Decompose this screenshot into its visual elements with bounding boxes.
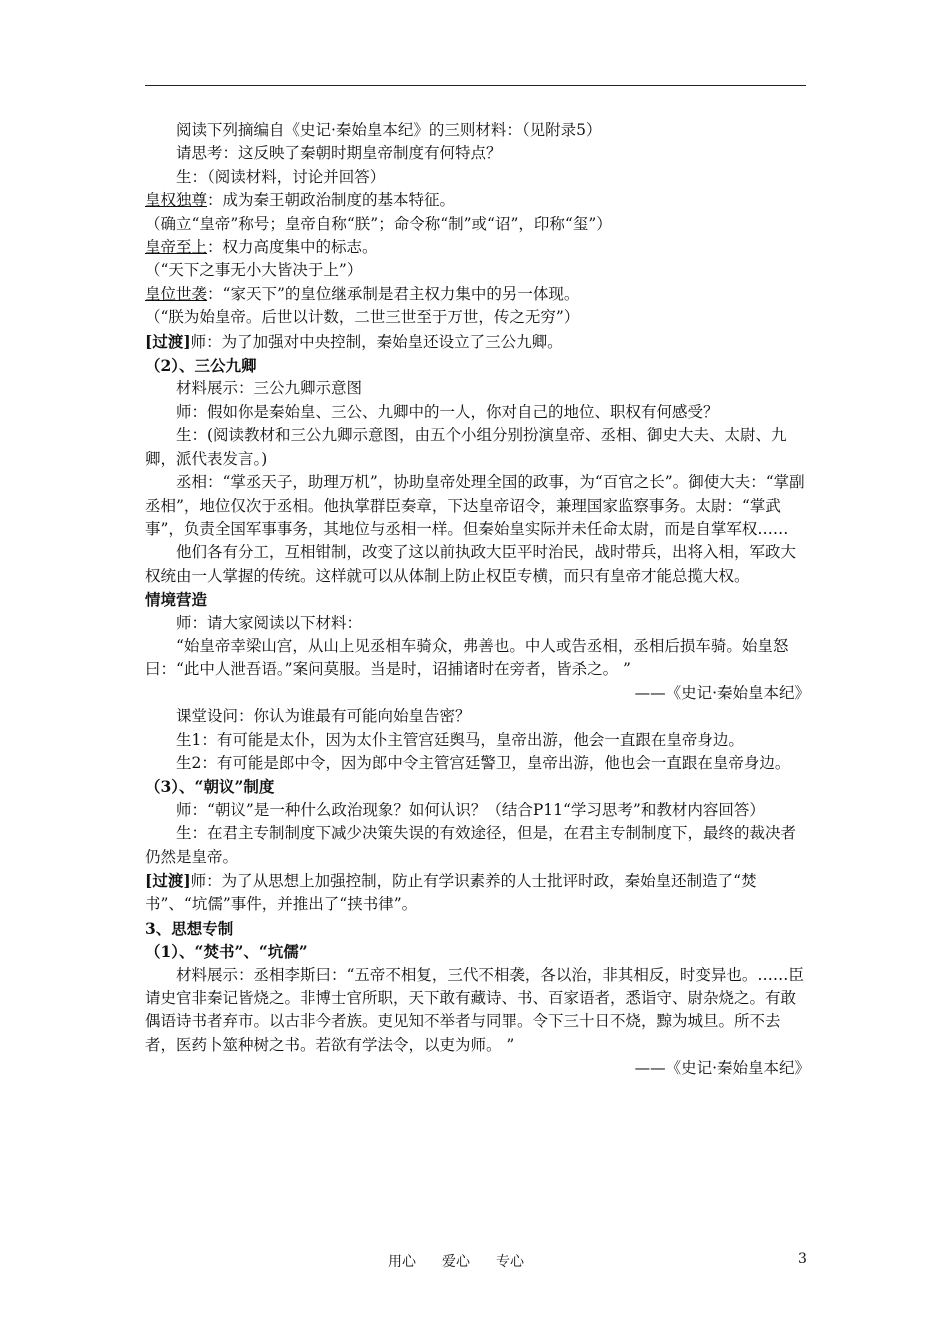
document-body (145, 119, 810, 1081)
paragraph: 师：请大家阅读以下材料： (176, 613, 363, 632)
section-heading: 3、思想专制 (145, 918, 234, 938)
footer-word: 爱心 (442, 1254, 470, 1270)
transition-tag: [过渡] (145, 331, 191, 351)
paragraph: 生：(阅读教材和三公九卿示意图，由五个小组分别扮演皇帝、丞相、御史大夫、太尉、九卿，派代表发言。) (145, 426, 787, 468)
key-term: 皇位世袭 (145, 284, 208, 303)
page-number: 3 (798, 1251, 807, 1267)
section-heading: （2）、三公九卿 (145, 356, 257, 376)
section-heading: 情境营造 (145, 590, 208, 610)
paragraph: 请思考：这反映了秦朝时期皇帝制度有何特点？ (176, 144, 502, 163)
key-term: 皇权独尊 (145, 191, 208, 210)
paragraph: 生：（阅读材料，讨论并回答） (176, 167, 386, 186)
footer-word: 用心 (388, 1254, 416, 1270)
paragraph: （确立“皇帝”称号；皇帝自称“朕”；命令称“制”或“诏”，印称“玺”） (145, 214, 612, 233)
header-rule (145, 85, 806, 86)
paragraph: 他们各有分工，互相钳制，改变了这以前执政大臣平时治民，战时带兵，出将入相，军政大权统由一人掌握的传统。这样就可以从体制上防止权臣专横，而只有皇帝才能总揽大权。 (145, 543, 797, 585)
paragraph: 生2：有可能是郎中令，因为郎中令主管宫廷警卫，皇帝出游，他也会一直跟在皇帝身边。 (176, 753, 791, 772)
quote-source: ——《史记·秦始皇本纪》 (634, 683, 810, 702)
paragraph: [过渡]师：为了加强对中央控制，秦始皇还设立了三公九卿。 (145, 331, 563, 351)
quote-source: ——《史记·秦始皇本纪》 (634, 1059, 810, 1078)
quote: 材料展示：丞相李斯曰：“五帝不相复，三代不相袭，各以治，非其相反，时变异也。……臣请史官非秦记皆烧之。非博士官所职，天下敢有藏诗、书、百家语者，悉诣守、尉杂烧之。有敢偶语诗书者弃市。以古非今者族。吏见知不举者与同罪。令下三十日不烧，黥为城旦。所不去者，医药卜筮种树之书。若欲有学法令，以吏为师。 ” (145, 965, 804, 1054)
paragraph: 师：假如你是秦始皇、三公、九卿中的一人，你对自己的地位、职权有何感受？ (176, 402, 719, 421)
paragraph: 师：“朝议”是一种什么政治现象？如何认识？（结合P11“学习思考”和教材内容回答） (176, 800, 765, 819)
transition-tag: [过渡] (145, 871, 191, 890)
section-heading: （3）、“朝议”制度 (145, 777, 275, 797)
paragraph: 生1：有可能是太仆，因为太仆主管宫廷舆马，皇帝出游，他会一直跟在皇帝身边。 (176, 730, 744, 749)
paragraph: [过渡]师：为了从思想上加强控制，防止有学识素养的人士批评时政，秦始皇还制造了“焚书”、“坑儒”事件，并推出了“挟书律”。 (145, 871, 757, 914)
key-term: 皇帝至上 (145, 238, 208, 257)
paragraph: （“朕为始皇帝。后世以计数，二世三世至于万世，传之无穷”） (145, 308, 580, 327)
paragraph: 阅读下列摘编自《史记·秦始皇本纪》的三则材料：（见附录5） (176, 121, 602, 139)
paragraph: 皇权独尊：成为秦王朝政治制度的基本特征。 (145, 191, 456, 210)
paragraph: （“天下之事无小大皆决于上”） (145, 261, 363, 280)
footer-motto (388, 1251, 550, 1271)
paragraph: 材料展示：三公九卿示意图 (176, 379, 363, 398)
paragraph: 皇帝至上：权力高度集中的标志。 (145, 238, 378, 257)
footer-word: 专心 (496, 1254, 524, 1270)
quote: “始皇帝幸梁山宫，从山上见丞相车骑众，弗善也。中人或告丞相，丞相后损车骑。始皇怒曰：“此中人泄吾语。”案问莫服。当是时，诏捕诸时在旁者，皆杀之。 ” (145, 636, 789, 679)
paragraph: 生：在君主专制制度下减少决策失误的有效途径，但是，在君主专制制度下，最终的裁决者仍然是皇帝。 (145, 824, 797, 866)
section-heading: （1）、“焚书”、“坑儒” (145, 942, 308, 962)
paragraph: 课堂设问：你认为谁最有可能向始皇告密？ (176, 707, 471, 726)
paragraph: 皇位世袭：“家天下”的皇位继承制是君主权力集中的另一体现。 (145, 284, 580, 303)
paragraph: 丞相：“掌丞天子，助理万机”，协助皇帝处理全国的政事，为“百官之长”。御使大夫：“掌副丞相”，地位仅次于丞相。他执掌群臣奏章，下达皇帝诏令，兼理国家监察事务。太尉：“掌武事”，负责全国军事事务，其地位与丞相一样。但秦始皇实际并未任命太尉，而是自掌军权…… (145, 473, 805, 538)
